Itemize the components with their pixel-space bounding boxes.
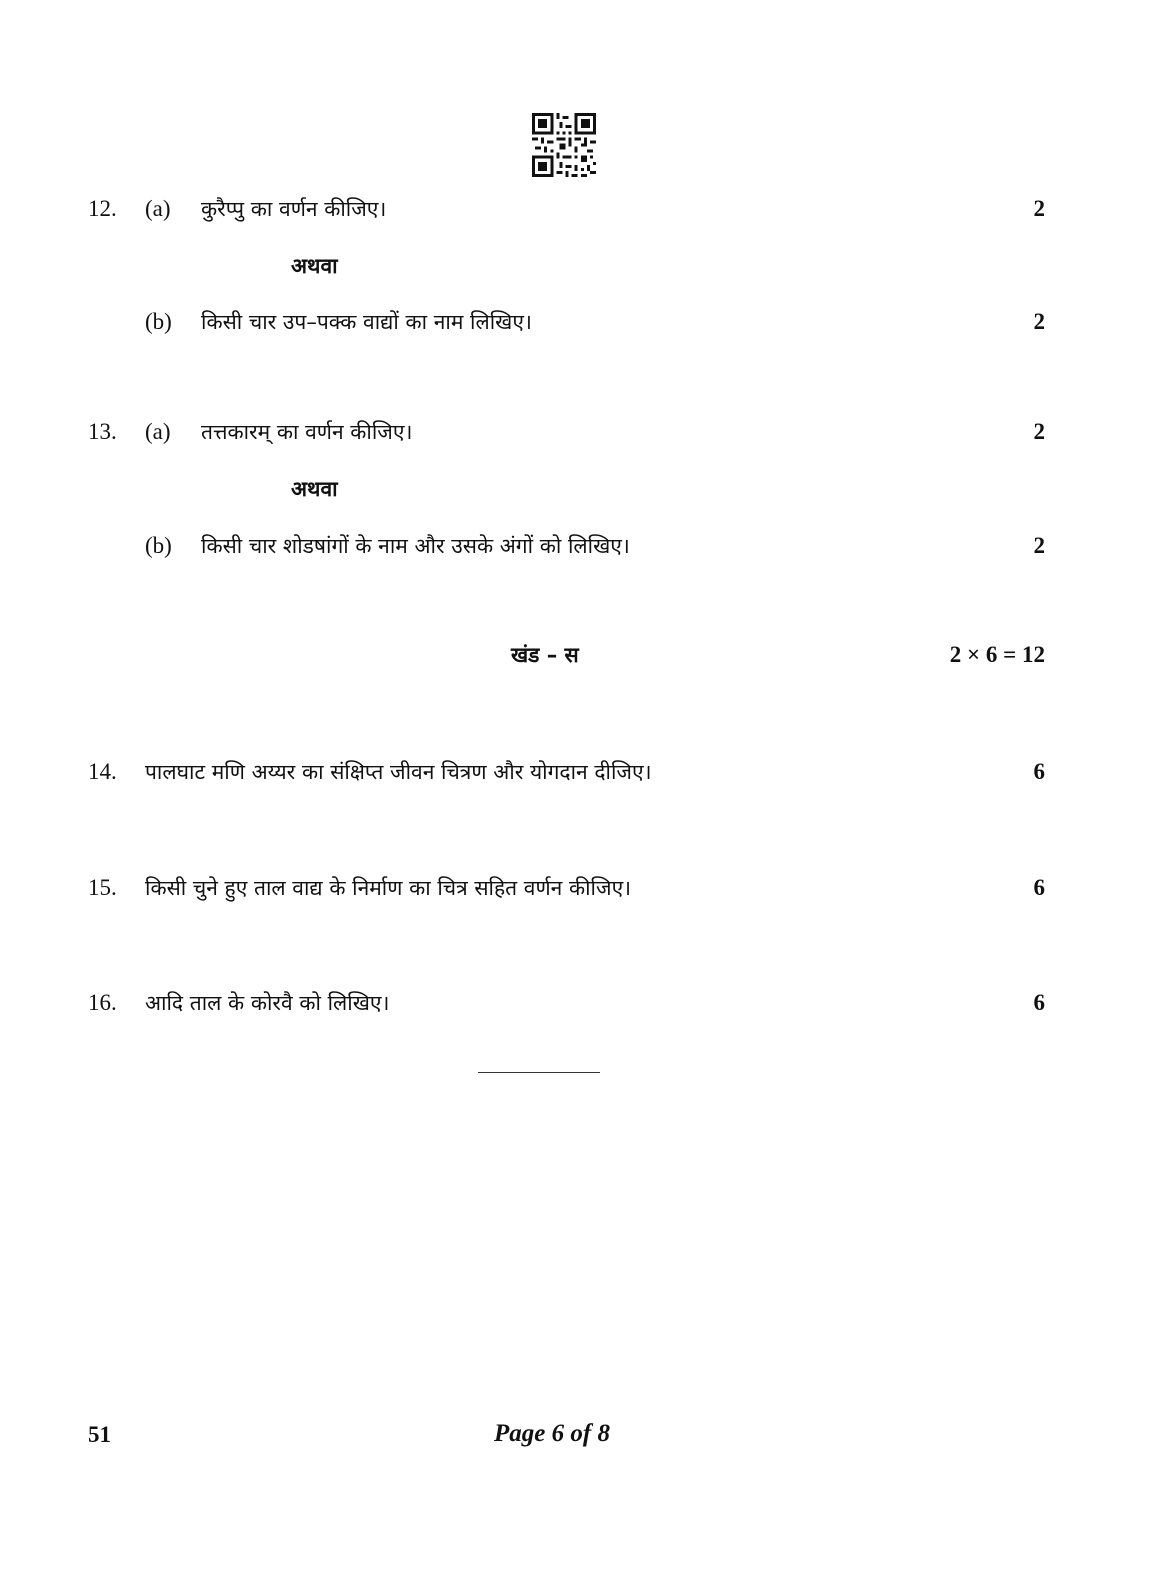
question-text: किसी चार उप–पक्क वाद्यों का नाम लिखिए। — [201, 310, 532, 334]
end-divider — [478, 1072, 600, 1073]
qr-code — [532, 113, 596, 177]
section-marks: 2 × 6 = 12 — [949, 642, 1045, 667]
or-separator: अथवा — [291, 477, 338, 501]
option-label: (a) — [145, 196, 171, 221]
option-label: (b) — [145, 309, 172, 334]
question-number: 12. — [88, 196, 117, 221]
question-number: 14. — [88, 759, 117, 784]
marks: 2 — [1033, 419, 1045, 444]
or-separator: अथवा — [291, 254, 338, 278]
marks: 2 — [1033, 309, 1045, 334]
page-number: Page 6 of 8 — [494, 1420, 610, 1447]
marks: 6 — [1033, 759, 1045, 784]
marks: 6 — [1033, 875, 1045, 900]
question-text: कुरैप्पु का वर्णन कीजिए। — [201, 197, 387, 221]
option-label: (b) — [145, 533, 172, 558]
marks: 2 — [1033, 196, 1045, 221]
question-text: किसी चुने हुए ताल वाद्य के निर्माण का चित्र सहित वर्णन कीजिए। — [145, 876, 632, 900]
option-label: (a) — [145, 419, 171, 444]
marks: 2 — [1033, 533, 1045, 558]
question-text: किसी चार शोडषांगों के नाम और उसके अंगों को लिखिए। — [201, 534, 630, 558]
question-number: 15. — [88, 875, 117, 900]
question-number: 16. — [88, 990, 117, 1015]
question-text: पालघाट मणि अय्यर का संक्षिप्त जीवन चित्रण और योगदान दीजिए। — [145, 760, 652, 784]
section-title: खंड – स — [511, 643, 579, 667]
question-text: आदि ताल के कोरवै को लिखिए। — [145, 991, 390, 1015]
question-number: 13. — [88, 419, 117, 444]
question-text: तत्तकारम् का वर्णन कीजिए। — [201, 420, 413, 444]
paper-code: 51 — [88, 1422, 111, 1447]
marks: 6 — [1033, 990, 1045, 1015]
